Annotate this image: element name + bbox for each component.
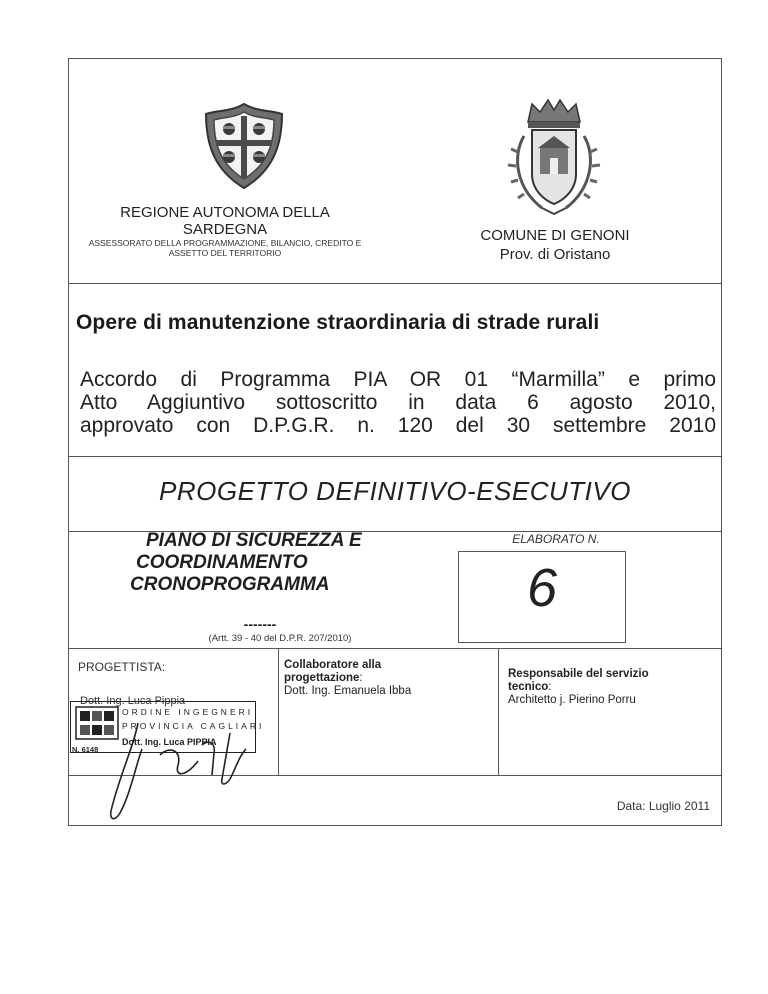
accordo-line-2: Atto Aggiuntivo sottoscritto in data 6 agosto 2010, — [80, 391, 716, 414]
divider-accordo — [68, 456, 722, 457]
stamp-name-line: Dott. Ing. Luca PIPPIA — [122, 737, 217, 747]
collaboratore-block — [284, 659, 474, 698]
region-name: REGIONE AUTONOMA DELLA SARDEGNA — [120, 204, 330, 238]
collaboratore-label-1: Collaboratore alla — [284, 659, 382, 671]
piano-line-2: COORDINAMENTO — [136, 552, 308, 573]
divider-col-1 — [278, 648, 279, 775]
responsabile-label-1: Responsabile del servizio — [508, 668, 649, 680]
accordo-line-3: approvato con D.P.G.R. n. 120 del 30 settembre 2010 — [80, 414, 716, 437]
divider-piano — [68, 648, 722, 649]
responsabile-block — [508, 668, 718, 707]
collaboratore-name: Dott. Ing. Emanuela Ibba — [284, 685, 412, 697]
piano-references: (Artt. 39 - 40 del D.P.R. 207/2010) — [208, 633, 352, 644]
elaborato-label: ELABORATO N. — [512, 532, 600, 546]
document-date: Data: Luglio 2011 — [616, 799, 710, 813]
piano-line-1: PIANO DI SICUREZZA E — [146, 530, 362, 551]
divider-header — [68, 283, 722, 284]
piano-dashes: ------- — [243, 616, 277, 632]
stamp-number: N. 6148 — [72, 745, 99, 754]
responsabile-label-2: tecnico: — [508, 681, 552, 693]
comune-province: Prov. di Oristano — [499, 246, 611, 263]
stamp-province-line: PROVINCIA CAGLIARI — [122, 721, 265, 731]
accordo-text — [80, 368, 716, 437]
genoni-coat-of-arms-icon — [498, 96, 610, 224]
piano-line-3: CRONOPROGRAMMA — [130, 574, 330, 595]
sardinia-coat-of-arms-icon — [198, 100, 290, 192]
progetto-heading: PROGETTO DEFINITIVO-ESECUTIVO — [159, 476, 631, 506]
progettista-label: PROGETTISTA: — [78, 660, 166, 674]
region-department: ASSESSORATO DELLA PROGRAMMAZIONE, BILANCIO, CREDITO E ASSETTO DEL TERRITORIO — [88, 238, 362, 258]
comune-name: COMUNE DI GENONI — [480, 227, 630, 244]
stamp-order-line: ORDINE INGEGNERI — [122, 707, 254, 717]
collaboratore-label-2: progettazione: — [284, 672, 363, 684]
responsabile-name: Architetto j. Pierino Porru — [508, 694, 636, 706]
progettista-name: Dott. Ing. Luca Pippia — [80, 695, 186, 707]
document-title: Opere di manutenzione straordinaria di strade rurali — [76, 311, 600, 334]
accordo-line-1: Accordo di Programma PIA OR 01 “Marmilla” e primo — [80, 368, 716, 391]
piano-title — [110, 530, 470, 596]
elaborato-number: 6 — [526, 558, 558, 618]
signature-icon — [90, 715, 260, 825]
divider-col-2 — [498, 648, 499, 775]
